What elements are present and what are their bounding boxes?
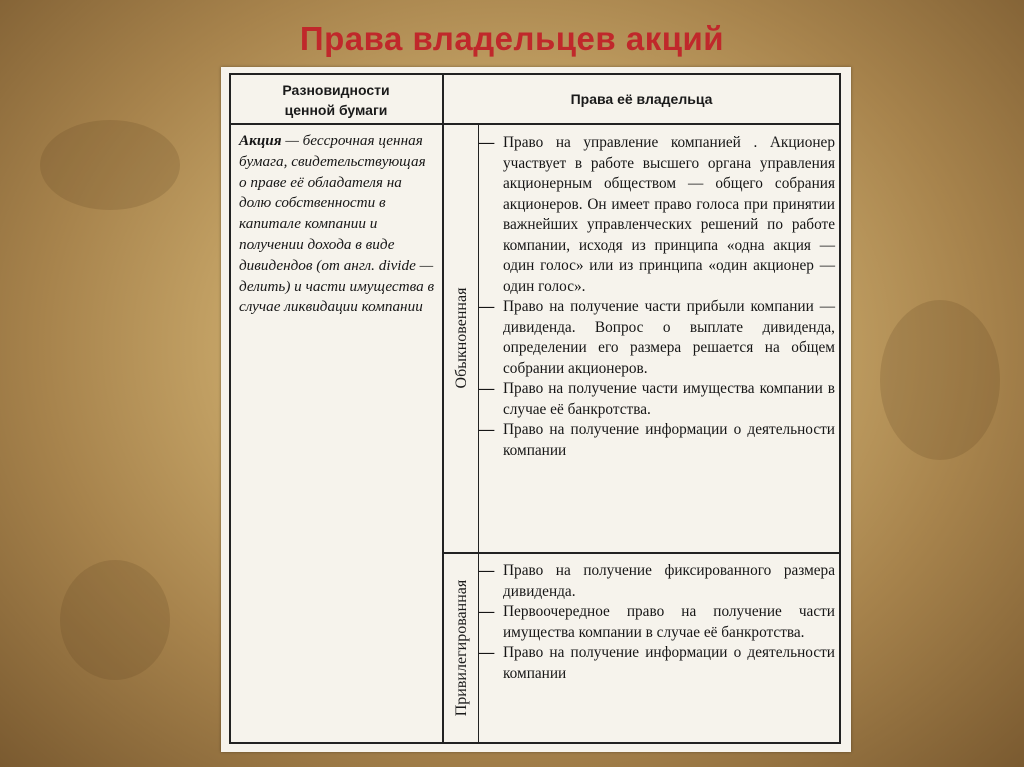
list-item [479, 297, 835, 379]
type-label-common: Обыкновенная [453, 287, 470, 389]
right-text: Право на управление компанией . Акционер участвует в работе высшего органа управления акционерным обществом — общего собрания акционеров. Он имеет право голоса при принятии важнейших управленческих решений по работе компании, исходя из принципа «одна акция — один голос» или из принципа «один акционер — один голос». [503, 134, 835, 295]
paper-stain [880, 300, 1000, 460]
type-row-divider [442, 552, 839, 554]
list-item [479, 420, 835, 461]
right-text: Право на получение части прибыли компании — дивиденда. Вопрос о выплате дивиденда, определении его размера решается на общем собрании акционеров. [503, 298, 835, 377]
list-dash: — [479, 562, 495, 579]
definition-text: — бессрочная ценная бумага, свидетельствующая о праве её обладателя на долю собственности в капитале компании и получении дохода в виде дивидендов (от англ. divide — делить) и части имущества в случае ликвидации компании [239, 132, 435, 316]
list-dash: — [479, 603, 495, 620]
list-dash: — [479, 421, 495, 438]
right-text: Право на получение информации о деятельности компании [503, 421, 835, 459]
column-divider [442, 75, 444, 742]
right-text: Право на получение части имущества компании в случае её банкротства. [503, 380, 835, 418]
list-dash: — [479, 298, 495, 315]
right-text: Первоочередное право на получение части имущества компании в случае её банкротства. [503, 603, 835, 641]
preferred-share-rights [479, 561, 835, 684]
table-sheet [221, 67, 851, 752]
list-item [479, 379, 835, 420]
header-security-types: Разновидности ценной бумаги [282, 82, 390, 118]
header-owner-rights: Права её владельца [570, 91, 713, 107]
right-text: Право на получение фиксированного размера дивиденда. [503, 562, 835, 600]
share-definition [239, 131, 435, 318]
list-item [479, 133, 835, 297]
definition-term: Акция [239, 132, 282, 149]
paper-stain [60, 560, 170, 680]
list-dash: — [479, 134, 495, 151]
list-dash: — [479, 380, 495, 397]
header-divider [231, 123, 839, 125]
list-dash: — [479, 644, 495, 661]
type-label-preferred: Привилегированная [453, 579, 470, 717]
rights-table [229, 73, 841, 744]
right-text: Право на получение информации о деятельности компании [503, 644, 835, 682]
list-item [479, 561, 835, 602]
common-share-rights [479, 133, 835, 461]
list-item [479, 643, 835, 684]
list-item [479, 602, 835, 643]
slide-title: Права владельцев акций [299, 20, 725, 57]
paper-stain [40, 120, 180, 210]
